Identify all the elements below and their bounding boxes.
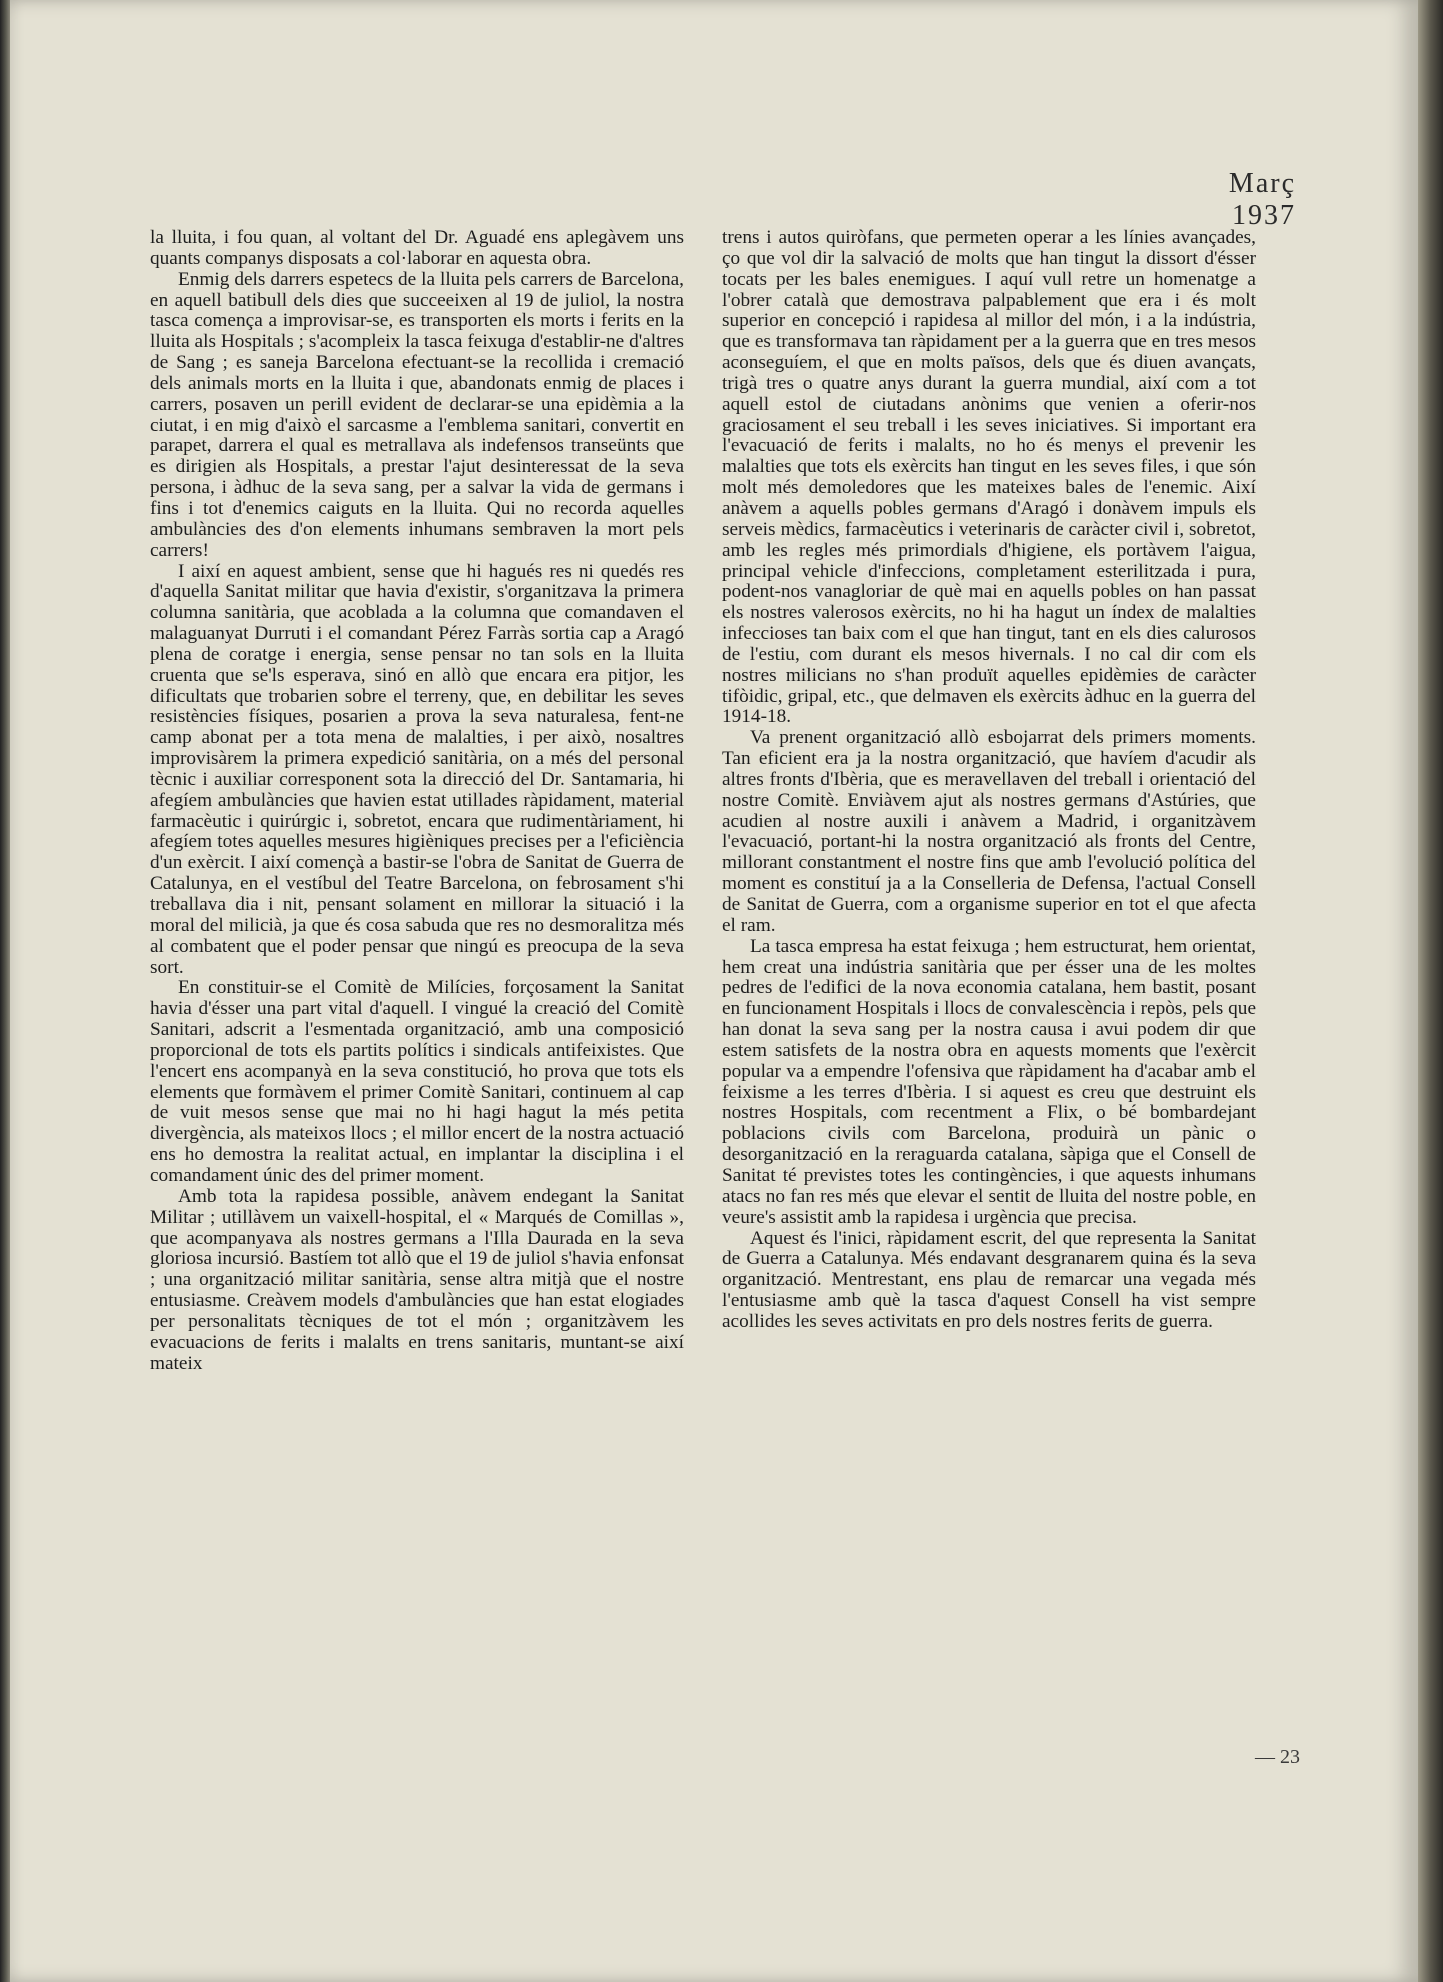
paragraph: En constituir-se el Comitè de Milícies, forçosament la Sanitat havia d'ésser una part vital d'aquell. I vingué la creació del Comitè Sanitari, adscrit a l'esmentada organització, amb una composició proporcional de tots els partits polítics i sindicals antifeixistes. Que l'encert ens acompanyà en la seva constitució, ho prova que tots els elements que formàvem el primer Comitè Sanitari, continuem al cap de vuit mesos sense que mai no hi hagi hagut la més petita divergència, als mateixos llocs ; el millor encert de la nostra actuació ens ho demostra la realitat actual, en implantar la disciplina i el comandament únic des del primer moment.: [150, 977, 684, 1186]
paragraph: La tasca empresa ha estat feixuga ; hem estructurat, hem orientat, hem creat una indústria sanitària que per ésser una de les moltes pedres de l'edifici de la nova economia catalana, hem bastit, posant en funcionament Hospitals i llocs de convalescència i repòs, pels que han donat la seva sang per la nostra causa i avui podem dir que estem satisfets de la nostra obra en aquests moments que l'exèrcit popular va a empendre l'ofensiva que ràpidament ha d'acabar amb el feixisme a les terres d'Ibèria. I si aquest es creu que destruint els nostres Hospitals, com recentment a Flix, o bé bombardejant poblacions civils com Barcelona, produirà un pànic o desorganització en la reraguarda catalana, sàpiga que el Consell de Sanitat té previstes totes les contingències, i que aquests inhumans atacs no fan res més que elevar el sentit de lluita del nostre poble, en veure's assistit amb la rapidesa i urgència que precisa.: [722, 935, 1256, 1228]
page-edge: [1418, 0, 1443, 1982]
paragraph: Aquest és l'inici, ràpidament escrit, del que representa la Sanitat de Guerra a Catalunya. Més endavant desgranarem quina és la seva organització. Mentrestant, ens plau de remarcar una vegada més l'entusiasme amb què la tasca d'aquest Consell ha vist sempre acollides les seves activitats en pro dels nostres ferits de guerra.: [722, 1227, 1256, 1332]
paragraph: trens i autos quiròfans, que permeten operar a les línies avançades, ço que vol dir la salvació de molts que han tingut la dissort d'ésser tocats per les bales enemigues. I aquí vull retre un homenatge a l'obrer català que demostrava palpablement que era i és molt superior en concepció i rapidesa al millor del món, i a la indústria, que es transformava tan ràpidament per a la guerra que en tres mesos aconseguíem, el que en molts països, dels que és diuen avançats, trigà tres o quatre anys durant la guerra mundial, així com a tot aquell estol de ciutadans anònims que venien a oferir-nos graciosament el seu treball i les seves iniciatives. Si important era l'evacuació de ferits i malalts, no ho és menys el prevenir les malalties que tots els exèrcits han tingut en les seves files, i que són molt més demoledores que les mateixes bales de l'enemic. Així anàvem a aquells pobles germans d'Aragó i donàvem impuls els serveis mèdics, farmacèutics i veterinaris de caràcter civil i, sobretot, amb les regles més primordials d'higiene, els portàvem l'aigua, principal vehicle d'infeccions, completament esterilitzada i pura, podent-nos vanagloriar de què mai en aquells pobles on han passat els nostres valerosos exèrcits, no hi ha hagut un índex de malalties infeccioses tan baix com el que han tingut, tant en els dies calurosos de l'estiu, com durant els mesos hivernals. I no cal dir com els nostres milicians no s'han produït aquelles epidèmies de caràcter tifòidic, gripal, etc., que delmaven els exèrcits àdhuc en la guerra del 1914-18.: [722, 227, 1256, 728]
paragraph: Va prenent organització allò esbojarrat dels primers moments. Tan eficient era ja la nostra organització, que havíem d'acudir als altres fronts d'Ibèria, que es meravellaven del treball i orientació del nostre Comitè. Enviàvem ajut als nostres germans d'Astúries, que acudien al nostre auxili i anàvem a Madrid, i organitzàvem l'evacuació, portant-hi la nostra organització als fronts del Centre, millorant constantment el nostre fins que amb l'evolució política del moment es constituí ja a la Conselleria de Defensa, l'actual Consell de Sanitat de Guerra, com a organisme superior en tot el que afecta el ram.: [722, 727, 1256, 936]
running-date-header: Març 1937: [1228, 168, 1296, 231]
paragraph: I així en aquest ambient, sense que hi hagués res ni quedés res d'aquella Sanitat militar que havia d'existir, s'organitzava la primera columna sanitària, que acoblada a la columna que comandaven el malaguanyat Durruti i el comandant Pérez Farràs sortia cap a Aragó plena de coratge i energia, sense pensar no tan sols en la lluita cruenta que se'ls esperava, sinó en allò que encara era pitjor, les dificultats que trobarien sobre el terreny, que, en debilitar les seves resistències físiques, posarien a prova la seva naturalesa, fent-ne camp abonat per a tota mena de malalties, i per això, nosaltres improvisàrem la primera expedició sanitària, on a més del personal tècnic i auxiliar corresponent sota la direcció del Dr. Santamaria, hi afegíem ambulàncies que havien estat utillades ràpidament, material farmacèutic i quirúrgic i, sobretot, encara que rudimentàriament, hi afegíem totes aquelles mesures higièniques precises per a l'eficiència d'un exèrcit. I així començà a bastir-se l'obra de Sanitat de Guerra de Catalunya, en el vestíbul del Teatre Barcelona, on febrosament s'hi treballava dia i nit, pensant solament en millorar la situació i la moral del milicià, ja que és cosa sabuda que res no desmoralitza més al combatent que el poder pensar que ningú es preocupa de la seva sort.: [150, 560, 684, 978]
paragraph: Enmig dels darrers espetecs de la lluita pels carrers de Barcelona, en aquell batibull dels dies que succeeixen al 19 de juliol, la nostra tasca comença a improvisar-se, es transporten els morts i ferits en la lluita als Hospitals ; s'acompleix la tasca feixuga d'establir-ne d'altres de Sang ; es saneja Barcelona efectuant-se la recollida i cremació dels animals morts en la lluita i que, abandonats enmig de places i carrers, posaven un perill evident de declarar-se una epidèmia a la ciutat, i en mig d'això el sarcasme a l'emblema sanitari, convertit en parapet, darrera el qual es metrallava als indefensos transeünts que es dirigien als Hospitals, a prestar l'ajut desinteressat de la seva persona, i àdhuc de la seva sang, per a salvar la vida de germans i fins i tot d'enemics caiguts en la lluita. Qui no recorda aquelles ambulàncies des d'on elements inhumans sembraven la mort pels carrers!: [150, 268, 684, 561]
paragraph: Amb tota la rapidesa possible, anàvem endegant la Sanitat Militar ; utillàvem un vaixell-hospital, el « Marqués de Comillas », que acompanyava als nostres germans a l'Illa Daurada en la seva gloriosa incursió. Bastíem tot allò que el 19 de juliol s'havia enfonsat ; una organització militar sanitària, sense altra mitjà que el nostre entusiasme. Creàvem models d'ambulàncies que han estat elogiades per personalitats tècniques de tot el món ; organitzàvem les evacuacions de ferits i malalts en trens sanitaris, muntant-se així mateix: [150, 1185, 684, 1374]
text-column-right: [722, 228, 1256, 1333]
paragraph: la lluita, i fou quan, al voltant del Dr. Aguadé ens aplegàvem uns quants companys disposats a col·laborar en aquesta obra.: [150, 227, 684, 269]
book-binding: [0, 0, 10, 1982]
text-column-left: [150, 228, 684, 1374]
page-number: — 23: [1255, 1746, 1300, 1768]
